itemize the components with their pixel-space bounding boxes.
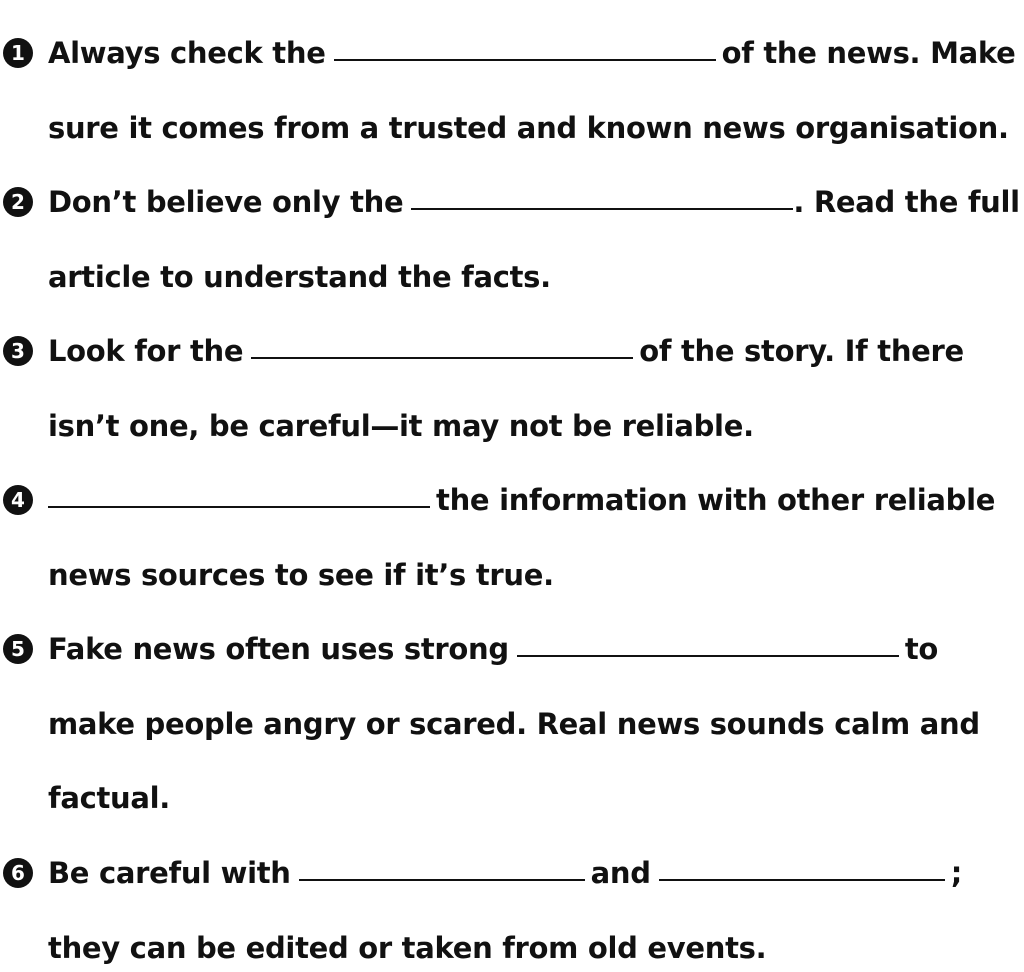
item-4-line-2: news sources to see if it’s true. <box>48 558 554 592</box>
item-1-line-2: sure it comes from a trusted and known news organisation. <box>48 111 1009 145</box>
item-5-line-1 <box>48 629 938 669</box>
item-1-text-after: of the news. Make <box>721 36 1016 70</box>
answer-blank[interactable] <box>517 655 899 657</box>
item-4-line-1 <box>48 480 995 520</box>
answer-blank[interactable] <box>251 357 633 359</box>
item-number-badge: 4 <box>3 485 33 515</box>
item-6-line-2: they can be edited or taken from old events. <box>48 931 767 965</box>
item-1-text-before: Always check the <box>48 36 326 70</box>
item-6-text-before: Be careful with <box>48 856 291 890</box>
answer-blank[interactable] <box>411 208 793 210</box>
item-number-badge: 1 <box>3 38 33 68</box>
item-4-text-after: the information with other reliable <box>436 483 996 517</box>
item-1-line-1 <box>48 33 1015 73</box>
item-5-text-after: to <box>904 632 939 666</box>
item-2-text-after: . Read the full <box>793 185 1020 219</box>
item-6-text-middle: and <box>590 856 651 890</box>
item-number-badge: 6 <box>3 858 33 888</box>
answer-blank[interactable] <box>299 879 585 881</box>
item-5-line-3: factual. <box>48 781 171 815</box>
item-6-text-after: ; <box>950 856 963 890</box>
item-5-text-before: Fake news often uses strong <box>48 632 509 666</box>
item-2-line-1 <box>48 182 1020 222</box>
item-3-text-after: of the story. If there <box>639 334 964 368</box>
item-number-badge: 3 <box>3 336 33 366</box>
item-3-line-1 <box>48 331 964 371</box>
answer-blank[interactable] <box>48 506 430 508</box>
item-5-line-2: make people angry or scared. Real news sounds calm and <box>48 707 980 741</box>
item-2-line-2: article to understand the facts. <box>48 260 551 294</box>
answer-blank[interactable] <box>659 879 945 881</box>
item-3-text-before: Look for the <box>48 334 244 368</box>
item-3-line-2: isn’t one, be careful—it may not be reliable. <box>48 409 754 443</box>
item-number-badge: 5 <box>3 634 33 664</box>
item-2-text-before: Don’t believe only the <box>48 185 404 219</box>
item-6-line-1 <box>48 853 962 893</box>
answer-blank[interactable] <box>334 59 716 61</box>
item-number-badge: 2 <box>3 187 33 217</box>
